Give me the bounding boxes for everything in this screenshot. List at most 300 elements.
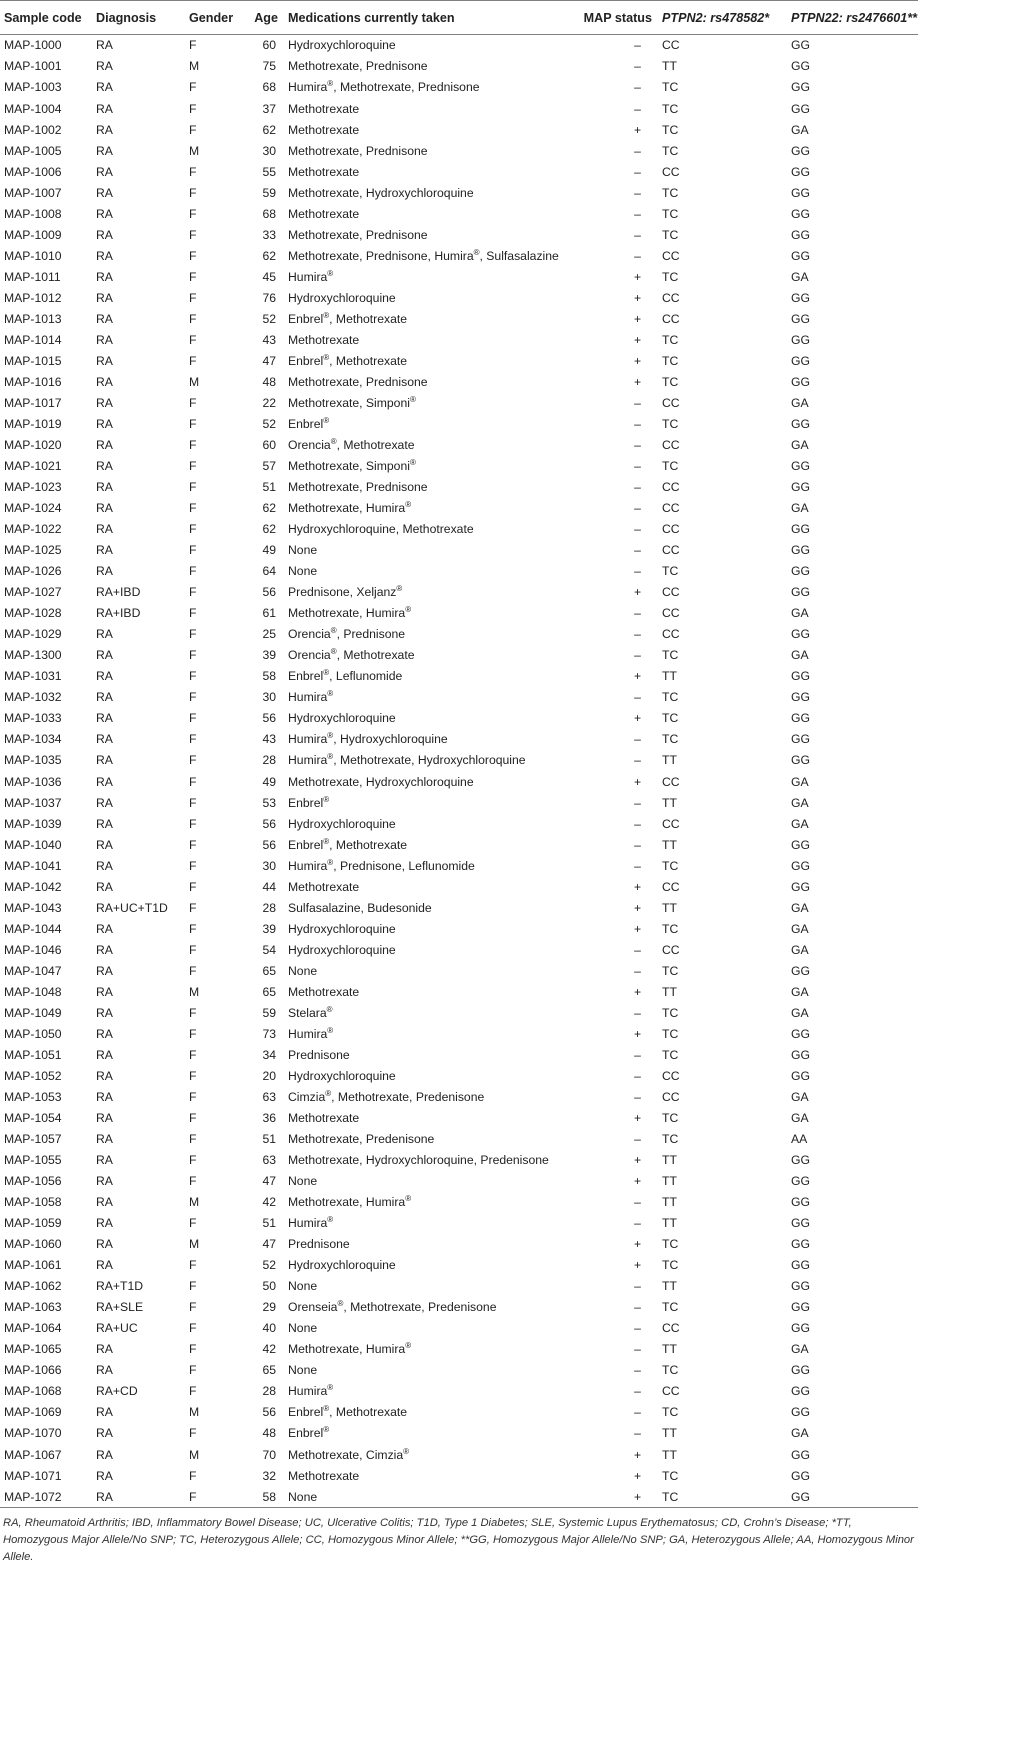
cell-map-status: – (634, 459, 641, 474)
cell-map-status: – (634, 690, 641, 705)
cell-sample-code: MAP-1069 (4, 1405, 62, 1420)
cell-sample-code: MAP-1071 (4, 1468, 62, 1483)
header-age: Age (244, 1, 284, 35)
cell-gender: F (189, 1426, 197, 1441)
cell-medications: Hydroxychloroquine (288, 290, 396, 305)
cell-diagnosis: RA (96, 1447, 113, 1462)
cell-ptpn2-genotype: TT (662, 1216, 677, 1231)
cell-ptpn2-genotype: TT (662, 795, 677, 810)
cell-map-status: – (634, 80, 641, 95)
cell-diagnosis: RA (96, 816, 113, 831)
cell-diagnosis: RA (96, 1068, 113, 1083)
cell-sample-code: MAP-1011 (4, 269, 61, 284)
cell-ptpn22-genotype: GG (791, 374, 810, 389)
cell-sample-code: MAP-1015 (4, 353, 62, 368)
cell-medications: Methotrexate, Simponi® (288, 458, 416, 474)
cell-map-status: – (634, 606, 641, 621)
table-row (0, 350, 918, 371)
cell-age: 43 (262, 732, 276, 747)
cell-gender: F (189, 438, 197, 452)
cell-sample-code: MAP-1041 (4, 858, 62, 873)
cell-sample-code: MAP-1031 (4, 669, 62, 684)
cell-map-status: + (633, 774, 642, 789)
cell-ptpn2-genotype: TT (662, 1426, 677, 1441)
cell-sample-code: MAP-1023 (4, 480, 62, 495)
cell-ptpn2-genotype: TC (662, 206, 679, 221)
table-row (0, 582, 918, 603)
cell-age: 48 (262, 374, 276, 389)
cell-sample-code: MAP-1007 (4, 185, 62, 200)
cell-ptpn22-genotype: GG (791, 1047, 810, 1062)
table-row (0, 56, 918, 77)
cell-diagnosis: RA (96, 501, 113, 516)
cell-map-status: – (634, 59, 641, 74)
cell-ptpn22-genotype: GG (791, 711, 810, 726)
table-row (0, 1255, 918, 1276)
cell-medications: Methotrexate (288, 1468, 360, 1483)
cell-gender: F (189, 816, 197, 831)
cell-ptpn2-genotype: CC (662, 606, 680, 621)
cell-medications: Enbrel® (288, 415, 330, 431)
cell-age: 47 (262, 1237, 276, 1252)
cell-gender: F (189, 564, 197, 579)
table-row (0, 1171, 918, 1192)
cell-map-status: – (634, 1216, 641, 1231)
cell-age: 47 (262, 353, 276, 368)
cell-map-status: – (634, 438, 641, 452)
cell-map-status: – (634, 837, 641, 852)
cell-diagnosis: RA (96, 984, 113, 999)
header-ptpn22: PTPN22: rs2476601** (787, 1, 918, 35)
cell-ptpn22-genotype: GA (791, 1005, 809, 1020)
cell-diagnosis: RA+UC (96, 1321, 138, 1336)
cell-medications: Orencia®, Methotrexate (288, 437, 415, 452)
cell-gender: F (189, 522, 197, 537)
cell-ptpn2-genotype: TC (662, 858, 679, 873)
cell-ptpn2-genotype: TC (662, 1468, 679, 1483)
cell-diagnosis: RA (96, 143, 113, 158)
cell-map-status: + (633, 311, 642, 326)
cell-ptpn22-genotype: GG (791, 1300, 810, 1315)
table-row (0, 708, 918, 729)
cell-age: 30 (262, 143, 276, 158)
cell-diagnosis: RA (96, 269, 113, 284)
cell-ptpn2-genotype: CC (662, 543, 680, 558)
cell-diagnosis: RA (96, 1047, 113, 1062)
cell-gender: F (189, 80, 197, 95)
cell-ptpn2-genotype: TC (662, 353, 679, 368)
cell-sample-code: MAP-1054 (4, 1111, 62, 1125)
cell-sample-code: MAP-1004 (4, 101, 62, 116)
cell-diagnosis: RA (96, 753, 113, 768)
cell-gender: F (189, 1026, 197, 1041)
cell-gender: F (189, 164, 197, 179)
cell-ptpn2-genotype: TT (662, 1195, 677, 1210)
cell-ptpn2-genotype: TT (662, 1279, 677, 1294)
cell-map-status: + (633, 1174, 642, 1189)
cell-ptpn22-genotype: GA (791, 900, 809, 915)
cell-age: 34 (262, 1047, 276, 1062)
cell-gender: F (189, 648, 197, 663)
cell-ptpn22-genotype: GA (791, 1426, 809, 1441)
cell-age: 33 (262, 227, 276, 242)
cell-medications: Methotrexate (288, 122, 360, 137)
cell-sample-code: MAP-1300 (4, 648, 62, 663)
cell-diagnosis: RA (96, 921, 113, 936)
cell-diagnosis: RA (96, 122, 113, 137)
cell-medications: Methotrexate, Humira® (288, 1194, 412, 1210)
table-row (0, 1087, 918, 1108)
cell-medications: Cimzia®, Methotrexate, Predenisone (288, 1088, 485, 1104)
cell-ptpn22-genotype: GG (791, 1237, 810, 1252)
cell-ptpn22-genotype: GG (791, 1258, 810, 1273)
cell-age: 47 (262, 1174, 276, 1189)
cell-map-status: – (634, 416, 641, 431)
cell-age: 63 (262, 1153, 276, 1168)
cell-gender: F (189, 501, 197, 516)
table-row (0, 981, 918, 1002)
cell-diagnosis: RA (96, 227, 113, 242)
cell-map-status: – (634, 942, 641, 957)
cell-medications: Methotrexate, Hydroxychloroquine, Predenisone (288, 1153, 549, 1168)
cell-diagnosis: RA (96, 1089, 113, 1104)
cell-map-status: + (633, 879, 642, 894)
cell-ptpn22-genotype: GG (791, 732, 810, 747)
cell-medications: Enbrel® (288, 794, 330, 810)
cell-sample-code: MAP-1056 (4, 1174, 62, 1189)
cell-map-status: + (633, 269, 642, 284)
table-row (0, 1318, 918, 1339)
cell-map-status: + (633, 353, 642, 368)
cell-gender: F (189, 1005, 197, 1020)
cell-map-status: + (633, 900, 642, 915)
cell-age: 49 (262, 774, 276, 789)
cell-gender: F (189, 1384, 197, 1399)
cell-age: 49 (262, 543, 276, 558)
cell-map-status: – (634, 543, 641, 558)
cell-ptpn22-genotype: GG (791, 143, 810, 158)
table-row (0, 540, 918, 561)
cell-medications: None (288, 564, 318, 579)
cell-age: 28 (262, 900, 276, 915)
cell-medications: Hydroxychloroquine, Methotrexate (288, 522, 474, 537)
cell-age: 62 (262, 501, 276, 516)
table-row (0, 477, 918, 498)
cell-diagnosis: RA (96, 416, 113, 431)
cell-sample-code: MAP-1051 (4, 1047, 62, 1062)
cell-sample-code: MAP-1057 (4, 1132, 62, 1147)
cell-map-status: – (634, 480, 641, 495)
cell-sample-code: MAP-1006 (4, 164, 62, 179)
cell-age: 73 (262, 1026, 276, 1041)
cell-sample-code: MAP-1003 (4, 80, 62, 95)
cell-ptpn22-genotype: GG (791, 1216, 810, 1231)
cell-age: 61 (262, 606, 276, 621)
cell-ptpn2-genotype: CC (662, 1068, 680, 1083)
table-row (0, 897, 918, 918)
cell-ptpn22-genotype: GG (791, 332, 810, 347)
cell-ptpn2-genotype: TC (662, 648, 679, 663)
cell-ptpn22-genotype: GG (791, 59, 810, 74)
cell-map-status: + (633, 921, 642, 936)
cell-diagnosis: RA (96, 690, 113, 705)
cell-diagnosis: RA (96, 774, 113, 789)
cell-map-status: – (634, 185, 641, 200)
cell-medications: Orencia®, Prednisone (288, 626, 406, 642)
cell-diagnosis: RA (96, 395, 113, 410)
cell-medications: Enbrel®, Leflunomide (288, 668, 403, 684)
cell-sample-code: MAP-1022 (4, 522, 62, 537)
cell-age: 52 (262, 416, 276, 431)
cell-map-status: – (634, 395, 641, 410)
cell-sample-code: MAP-1020 (4, 438, 62, 452)
cell-ptpn2-genotype: TC (662, 185, 679, 200)
cell-gender: F (189, 1174, 197, 1189)
header-map-status: MAP status (557, 1, 658, 35)
cell-age: 32 (262, 1468, 276, 1483)
cell-sample-code: MAP-1042 (4, 879, 62, 894)
cell-gender: F (189, 311, 197, 326)
cell-diagnosis: RA (96, 1174, 113, 1189)
cell-ptpn22-genotype: GG (791, 227, 810, 242)
cell-ptpn22-genotype: GG (791, 1068, 810, 1083)
cell-gender: F (189, 206, 197, 221)
cell-ptpn22-genotype: GG (791, 753, 810, 768)
cell-ptpn2-genotype: TC (662, 374, 679, 389)
cell-ptpn22-genotype: GG (791, 522, 810, 537)
cell-age: 22 (262, 395, 276, 410)
cell-ptpn2-genotype: TT (662, 753, 677, 768)
cell-medications: Humira®, Methotrexate, Prednisone (288, 79, 480, 95)
table-row (0, 393, 918, 414)
cell-map-status: – (634, 38, 641, 53)
cell-diagnosis: RA (96, 59, 113, 74)
table-row (0, 939, 918, 960)
cell-ptpn2-genotype: TC (662, 690, 679, 705)
cell-map-status: + (633, 1447, 642, 1462)
cell-ptpn22-genotype: GG (791, 879, 810, 894)
cell-sample-code: MAP-1048 (4, 984, 62, 999)
cell-diagnosis: RA (96, 80, 113, 95)
cell-age: 39 (262, 921, 276, 936)
cell-sample-code: MAP-1028 (4, 606, 62, 621)
cell-age: 50 (262, 1279, 276, 1294)
cell-sample-code: MAP-1062 (4, 1279, 62, 1294)
cell-medications: Hydroxychloroquine (288, 816, 396, 831)
cell-medications: Methotrexate, Prednisone (288, 480, 428, 495)
cell-diagnosis: RA (96, 1153, 113, 1168)
table-row (0, 1192, 918, 1213)
cell-map-status: – (634, 648, 641, 663)
cell-ptpn22-genotype: GG (791, 1174, 810, 1189)
table-row (0, 456, 918, 477)
cell-diagnosis: RA (92, 1486, 185, 1508)
cell-gender: F (189, 1047, 197, 1062)
table-row (0, 855, 918, 876)
cell-gender: F (189, 332, 197, 347)
cell-ptpn2-genotype: TC (662, 1405, 679, 1420)
cell-ptpn2-genotype: CC (662, 774, 680, 789)
cell-map-status: – (634, 732, 641, 747)
cell-age: 59 (262, 1005, 276, 1020)
cell-age: 52 (262, 1258, 276, 1273)
cell-medications: Methotrexate, Humira® (288, 1341, 412, 1357)
table-row (0, 1360, 918, 1381)
cell-gender: F (189, 837, 197, 852)
cell-diagnosis: RA (96, 795, 113, 810)
header-ptpn2: PTPN2: rs478582* (658, 1, 787, 35)
cell-age: 56 (262, 1405, 276, 1420)
cell-age: 63 (262, 1089, 276, 1104)
cell-age: 42 (262, 1342, 276, 1357)
cell-diagnosis: RA (96, 711, 113, 726)
cell-ptpn2-genotype: TT (662, 1174, 677, 1189)
table-row (0, 1045, 918, 1066)
table-row (0, 561, 918, 582)
cell-ptpn2-genotype: TT (662, 900, 677, 915)
cell-ptpn22-genotype: GG (791, 164, 810, 179)
table-row (0, 1129, 918, 1150)
cell-age: 56 (262, 711, 276, 726)
cell-diagnosis: RA (96, 1363, 113, 1378)
table-row (0, 624, 918, 645)
cell-ptpn2-genotype: TC (662, 122, 679, 137)
cell-age: 64 (262, 564, 276, 579)
cell-gender: F (189, 1132, 197, 1147)
cell-age: 58 (244, 1486, 284, 1508)
cell-medications: Enbrel®, Methotrexate (288, 310, 408, 326)
cell-gender: M (189, 984, 200, 999)
cell-diagnosis: RA (96, 459, 113, 474)
cell-ptpn2-genotype: CC (662, 438, 680, 452)
cell-sample-code: MAP-1055 (4, 1153, 62, 1168)
cell-gender: F (189, 248, 197, 263)
cell-ptpn22-genotype: GG (791, 1153, 810, 1168)
cell-sample-code: MAP-1024 (4, 501, 62, 516)
cell-map-status: – (634, 1195, 641, 1210)
cell-ptpn2-genotype: CC (662, 879, 680, 894)
cell-medications: Methotrexate, Simponi® (288, 394, 416, 410)
cell-ptpn2-genotype: CC (662, 290, 680, 305)
cell-medications: Methotrexate, Prednisone (288, 59, 428, 74)
table-row (0, 1150, 918, 1171)
cell-age: 53 (262, 795, 276, 810)
cell-medications: Hydroxychloroquine (288, 921, 396, 936)
cell-gender: F (189, 606, 197, 621)
cell-ptpn22-genotype: GG (791, 290, 810, 305)
cell-age: 28 (262, 1384, 276, 1399)
cell-diagnosis: RA (96, 101, 113, 116)
cell-ptpn2-genotype: TC (662, 1026, 679, 1041)
cell-gender: F (189, 1216, 197, 1231)
cell-ptpn22-genotype: GA (791, 795, 809, 810)
cell-sample-code: MAP-1009 (4, 227, 62, 242)
cell-sample-code: MAP-1025 (4, 543, 62, 558)
cell-gender: F (189, 416, 197, 431)
cell-medications: Hydroxychloroquine (288, 1068, 396, 1083)
cell-sample-code: MAP-1008 (4, 206, 62, 221)
cell-ptpn22-genotype: GG (791, 543, 810, 558)
cell-diagnosis: RA (96, 185, 113, 200)
cell-ptpn22-genotype: GG (791, 353, 810, 368)
cell-map-status: – (634, 564, 641, 579)
cell-sample-code: MAP-1010 (4, 248, 62, 263)
cell-gender: F (189, 963, 197, 978)
cell-ptpn2-genotype: TC (662, 80, 679, 95)
cell-sample-code: MAP-1016 (4, 374, 62, 389)
cell-age: 51 (262, 480, 276, 495)
cell-sample-code: MAP-1043 (4, 900, 62, 915)
cell-ptpn2-genotype: CC (662, 585, 680, 600)
cell-sample-code: MAP-1067 (4, 1447, 62, 1462)
cell-diagnosis: RA (96, 669, 113, 684)
cell-sample-code: MAP-1068 (4, 1384, 62, 1399)
cell-age: 45 (262, 269, 276, 284)
table-row (0, 1465, 918, 1486)
cell-medications: Hydroxychloroquine (288, 942, 396, 957)
table-row (0, 1002, 918, 1023)
cell-ptpn2-genotype: CC (662, 816, 680, 831)
cell-ptpn22-genotype: GG (791, 1447, 810, 1462)
cell-age: 60 (262, 38, 276, 53)
cell-medications: Methotrexate, Prednisone (288, 143, 428, 158)
table-row (0, 435, 918, 456)
cell-diagnosis: RA (96, 353, 113, 368)
cell-gender: M (189, 1195, 200, 1210)
cell-diagnosis: RA (96, 332, 113, 347)
cell-gender: M (189, 143, 200, 158)
cell-ptpn2-genotype: TC (662, 1258, 679, 1273)
cell-map-status: + (633, 585, 642, 600)
cell-map-status: – (634, 227, 641, 242)
cell-medications: Prednisone (288, 1237, 350, 1252)
cell-ptpn22-genotype: GG (791, 38, 810, 53)
cell-medications: Orencia®, Methotrexate (288, 647, 415, 663)
cell-map-status: – (634, 1300, 641, 1315)
cell-map-status: – (634, 164, 641, 179)
cell-medications: Methotrexate, Hydroxychloroquine (288, 185, 474, 200)
table-row (0, 729, 918, 750)
cell-map-status: + (633, 984, 642, 999)
cell-gender: F (189, 1279, 197, 1294)
table-row (0, 224, 918, 245)
cell-ptpn22-genotype: GA (791, 1089, 809, 1104)
cell-map-status: + (633, 374, 642, 389)
cell-map-status: – (634, 963, 641, 978)
cell-map-status: – (634, 1363, 641, 1378)
cell-ptpn22-genotype: GA (791, 1342, 809, 1357)
cell-gender: F (189, 1089, 197, 1104)
cell-ptpn22-genotype: GG (791, 1026, 810, 1041)
cell-ptpn2-genotype: CC (662, 311, 680, 326)
cell-ptpn2-genotype: TT (662, 1447, 677, 1462)
cell-gender: F (189, 942, 197, 957)
cell-gender: F (189, 1068, 197, 1083)
table-row (0, 266, 918, 287)
cell-medications: None (284, 1486, 557, 1508)
cell-sample-code: MAP-1035 (4, 753, 62, 768)
cell-ptpn22-genotype: GG (791, 1279, 810, 1294)
cell-gender: F (189, 1342, 197, 1357)
cell-gender: F (189, 543, 197, 558)
cell-ptpn22-genotype: GA (791, 984, 809, 999)
table-body (0, 35, 918, 1508)
cell-age: 30 (262, 858, 276, 873)
cell-medications: Methotrexate (288, 332, 360, 347)
cell-sample-code: MAP-1058 (4, 1195, 62, 1210)
cell-age: 76 (262, 290, 276, 305)
cell-ptpn22-genotype: GA (791, 921, 809, 936)
